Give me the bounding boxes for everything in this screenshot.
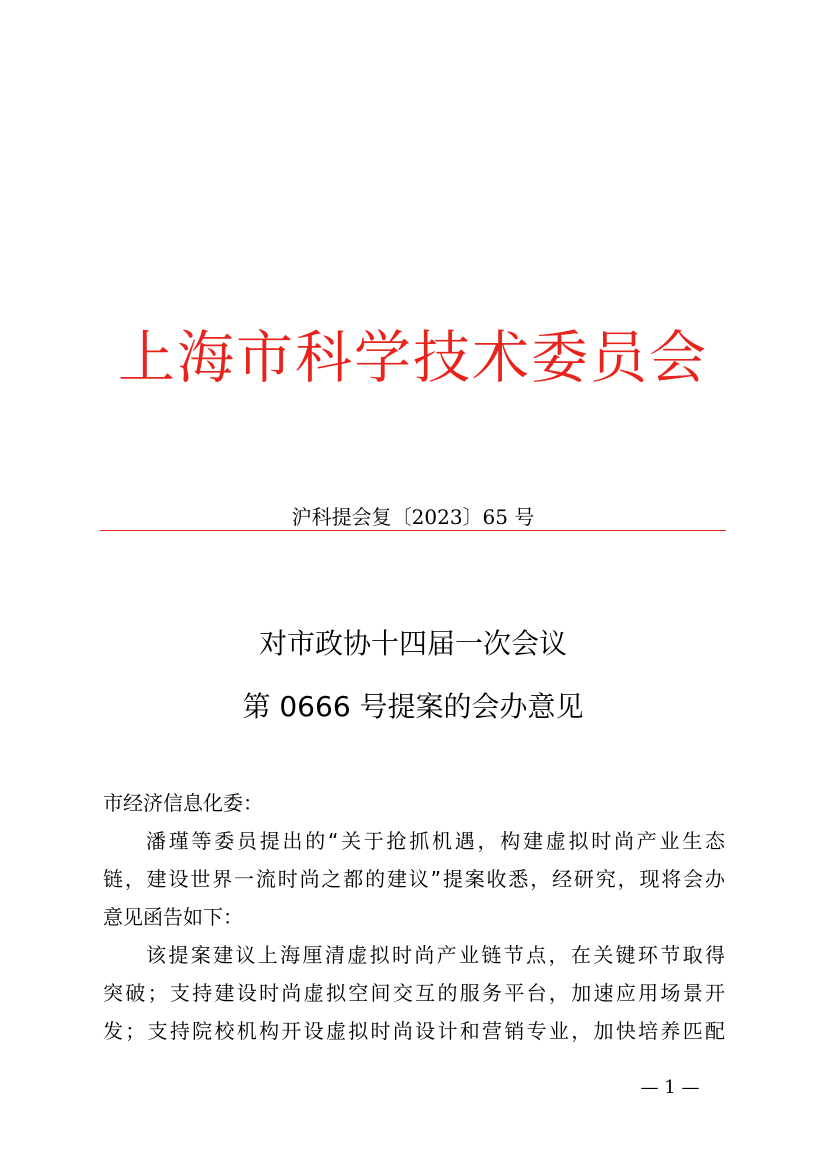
paragraph-1-line-2: 链，建设世界一流时尚之都的建议”提案收悉，经研究，现将会办 — [103, 867, 725, 891]
document-title-line-1: 对市政协十四届一次会议 — [258, 627, 567, 660]
paragraph-1-line-3: 意见函告如下： — [103, 905, 243, 929]
document-title-line-2: 第 0666 号提案的会办意见 — [242, 690, 584, 723]
page-number: — 1 — — [640, 1077, 700, 1098]
paragraph-2-line-1: 该提案建议上海厘清虚拟时尚产业链节点，在关键环节取得 — [146, 943, 725, 967]
document-number: 沪科提会复〔2023〕65 号 — [291, 505, 535, 529]
paragraph-2-line-3: 发；支持院校机构开设虚拟时尚设计和营销专业，加快培养匹配 — [103, 1019, 725, 1043]
paragraph-1-line-1: 潘瑾等委员提出的“关于抢抓机遇，构建虚拟时尚产业生态 — [146, 829, 725, 853]
paragraph-2-line-2: 突破；支持建设时尚虚拟空间交互的服务平台，加速应用场景开 — [103, 981, 725, 1005]
addressee: 市经济信息化委： — [103, 791, 263, 815]
red-divider-line — [100, 530, 726, 531]
issuer-name: 上海市科学技术委员会 — [118, 325, 708, 391]
